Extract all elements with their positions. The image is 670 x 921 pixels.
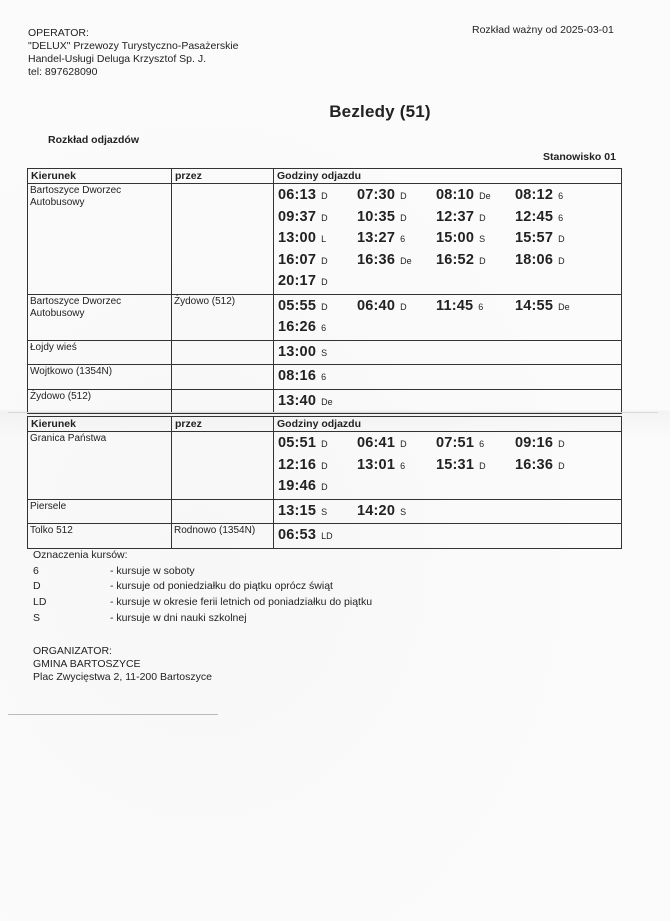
organizer-block (33, 645, 212, 684)
departure (357, 456, 436, 478)
departure (278, 392, 357, 414)
departure (515, 456, 594, 478)
departure-time: 15:00 (436, 230, 475, 246)
header-przez: przez (172, 417, 274, 432)
departure-time: 13:40 (278, 392, 317, 409)
departure-mark: 6 (479, 439, 485, 449)
departure-time: 16:36 (357, 251, 396, 268)
departure (278, 367, 357, 389)
departure-time: 15:57 (515, 230, 554, 246)
operator-line: OPERATOR: (28, 27, 89, 39)
departure-time: 14:55 (515, 297, 554, 314)
departure-time: 08:16 (278, 368, 317, 384)
departure (278, 229, 357, 251)
departure-mark: De (321, 396, 333, 407)
departure (436, 229, 515, 251)
departure (436, 297, 515, 319)
departure (436, 456, 515, 478)
departure-mark: D (321, 482, 328, 492)
departure-time: 06:13 (278, 187, 317, 203)
row-kierunek: Piersele (28, 499, 172, 524)
legend-heading: Oznaczenia kursów: (33, 549, 128, 561)
scan-fold-line (8, 412, 658, 413)
departure-time: 05:51 (278, 435, 317, 451)
departure-time: 08:10 (436, 187, 475, 203)
departure-mark: 6 (321, 323, 327, 333)
table-row (28, 184, 622, 295)
schedule-subtitle: Rozkład odjazdów (48, 134, 140, 146)
departure-time: 13:15 (278, 502, 317, 519)
departure-time: 13:27 (357, 230, 396, 246)
organizer-line: ORGANIZATOR: (33, 645, 112, 657)
departure-time: 13:00 (278, 343, 317, 360)
table-row (28, 340, 622, 365)
departure-mark: D (321, 277, 328, 287)
departure-time: 06:40 (357, 297, 396, 314)
departure-time: 16:26 (278, 319, 317, 335)
departure (278, 251, 357, 273)
row-departures (274, 184, 622, 295)
operator-block (28, 27, 239, 79)
departure-mark: De (558, 301, 570, 312)
departure (357, 208, 436, 230)
departure-mark: D (558, 460, 565, 471)
departure (278, 318, 357, 340)
departure-time: 19:46 (278, 478, 317, 494)
row-kierunek: Bartoszyce Dworzec Autobusowy (28, 184, 172, 295)
row-departures (274, 499, 622, 524)
departure-mark: L (321, 234, 327, 244)
row-kierunek: Wojtkowo (1354N) (28, 365, 172, 390)
departure-time: 12:45 (515, 208, 554, 225)
row-przez: Żydowo (512) (172, 294, 274, 340)
departure (278, 272, 357, 294)
departure (278, 297, 357, 319)
legend-desc: - kursuje w okresie ferii letnich od poniadziałku do piątku (110, 596, 373, 608)
departure-mark: S (400, 506, 407, 517)
departure-mark: D (400, 191, 407, 201)
legend-code: S (33, 612, 41, 624)
departure-mark: D (321, 301, 328, 312)
header-kierunek: Kierunek (28, 169, 172, 184)
departure-mark: 6 (321, 372, 327, 382)
departure (436, 208, 515, 230)
departure (357, 251, 436, 273)
departure-time: 07:51 (436, 435, 475, 451)
departure-mark: D (400, 439, 407, 449)
departure-time: 14:20 (357, 502, 396, 519)
table-row (28, 499, 622, 524)
departure-mark: D (321, 460, 328, 471)
row-departures (274, 365, 622, 390)
legend-desc: - kursuje od poniedziałku do piątku oprócz świąt (110, 580, 333, 592)
departure (357, 186, 436, 208)
departure-mark: De (400, 255, 412, 266)
departure-time: 16:07 (278, 251, 317, 268)
table-row (28, 524, 622, 549)
table-row (28, 294, 622, 340)
departure-time: 13:01 (357, 456, 396, 473)
row-przez (172, 365, 274, 390)
departure-mark: D (400, 212, 407, 223)
operator-line: "DELUX" Przewozy Turystyczno-Pasażerskie (28, 40, 239, 52)
departure (515, 434, 594, 456)
legend-code: D (33, 580, 41, 592)
departure (515, 251, 594, 273)
organizer-line: GMINA BARTOSZYCE (33, 658, 141, 670)
legend-desc: - kursuje w dni nauki szkolnej (110, 612, 247, 624)
departure-mark: D (558, 255, 565, 266)
table-header (28, 417, 622, 432)
departure-mark: D (558, 234, 565, 244)
departure (436, 251, 515, 273)
header-przez: przez (172, 169, 274, 184)
departure (278, 343, 357, 365)
departure-mark: S (479, 234, 486, 244)
row-departures (274, 340, 622, 365)
legend-code: LD (33, 596, 47, 608)
departure-mark: D (400, 301, 407, 312)
legend-code: 6 (33, 565, 39, 577)
departure-mark: D (321, 191, 328, 201)
departure (278, 477, 357, 499)
departure-time: 08:12 (515, 187, 554, 203)
scan-fold-line (8, 714, 218, 715)
departure-mark: S (321, 506, 328, 517)
departure-time: 15:31 (436, 456, 475, 473)
operator-line: Handel-Usługi Deluga Krzysztof Sp. J. (28, 53, 206, 65)
legend-desc: - kursuje w soboty (110, 565, 195, 577)
departure (436, 434, 515, 456)
departure (357, 502, 436, 524)
row-przez (172, 389, 274, 414)
departure (357, 297, 436, 319)
departure (515, 186, 594, 208)
departure-time: 12:16 (278, 456, 317, 473)
departure-mark: D (479, 460, 486, 471)
departure-mark: D (479, 212, 486, 223)
departure-mark: 6 (558, 212, 564, 223)
timetable-1 (27, 168, 622, 414)
row-departures (274, 294, 622, 340)
departure-time: 13:00 (278, 230, 317, 246)
operator-line: tel: 897628090 (28, 66, 98, 78)
departure-time: 11:45 (436, 297, 474, 314)
departure-mark: D (321, 212, 328, 223)
organizer-line: Plac Zwycięstwa 2, 11-200 Bartoszyce (33, 671, 212, 683)
departure (278, 208, 357, 230)
departure (357, 434, 436, 456)
row-kierunek: Granica Państwa (28, 432, 172, 500)
table-row (28, 389, 622, 414)
departure-time: 12:37 (436, 208, 475, 225)
departure (357, 229, 436, 251)
table-row (28, 365, 622, 390)
departure-mark: S (321, 347, 328, 358)
departure-time: 09:37 (278, 208, 317, 225)
header-godziny: Godziny odjazdu (274, 417, 622, 432)
departure-mark: D (321, 439, 328, 449)
departure-time: 18:06 (515, 251, 554, 268)
departure (515, 208, 594, 230)
header-godziny: Godziny odjazdu (274, 169, 622, 184)
departure-mark: D (558, 439, 565, 449)
row-departures (274, 389, 622, 414)
departure-time: 20:17 (278, 273, 317, 289)
valid-from: Rozkład ważny od 2025-03-01 (472, 24, 614, 36)
page-title: Bezledy (51) (329, 102, 431, 121)
departure-mark: 6 (478, 301, 484, 312)
departure (278, 502, 357, 524)
row-kierunek: Bartoszyce Dworzec Autobusowy (28, 294, 172, 340)
header-kierunek: Kierunek (28, 417, 172, 432)
departure-mark: 6 (400, 460, 406, 471)
row-kierunek: Żydowo (512) (28, 389, 172, 414)
row-przez: Rodnowo (1354N) (172, 524, 274, 549)
row-przez (172, 499, 274, 524)
departure-time: 07:30 (357, 187, 396, 203)
departure (278, 186, 357, 208)
row-kierunek: Tolko 512 (28, 524, 172, 549)
departure (515, 229, 594, 251)
departure-mark: 6 (558, 191, 564, 201)
departure (436, 186, 515, 208)
departure-time: 16:52 (436, 251, 475, 268)
stand-label: Stanowisko 01 (543, 151, 616, 163)
departure-mark: D (321, 255, 328, 266)
departure-time: 16:36 (515, 456, 554, 473)
row-przez (172, 432, 274, 500)
departure (515, 297, 594, 319)
table-row (28, 432, 622, 500)
row-przez (172, 184, 274, 295)
row-kierunek: Łojdy wieś (28, 340, 172, 365)
departure-mark: D (479, 255, 486, 266)
departure-time: 10:35 (357, 208, 396, 225)
departure (278, 456, 357, 478)
departure (278, 434, 357, 456)
departure (278, 526, 357, 548)
row-departures (274, 432, 622, 500)
departure-time: 06:41 (357, 435, 396, 451)
table-header (28, 169, 622, 184)
departure-mark: De (479, 191, 491, 201)
row-departures (274, 524, 622, 549)
departure-time: 06:53 (278, 527, 317, 543)
row-przez (172, 340, 274, 365)
departure-mark: 6 (400, 234, 406, 244)
departure-time: 09:16 (515, 435, 554, 451)
departure-mark: LD (321, 531, 333, 541)
departure-time: 05:55 (278, 297, 317, 314)
timetable-2 (27, 416, 622, 549)
